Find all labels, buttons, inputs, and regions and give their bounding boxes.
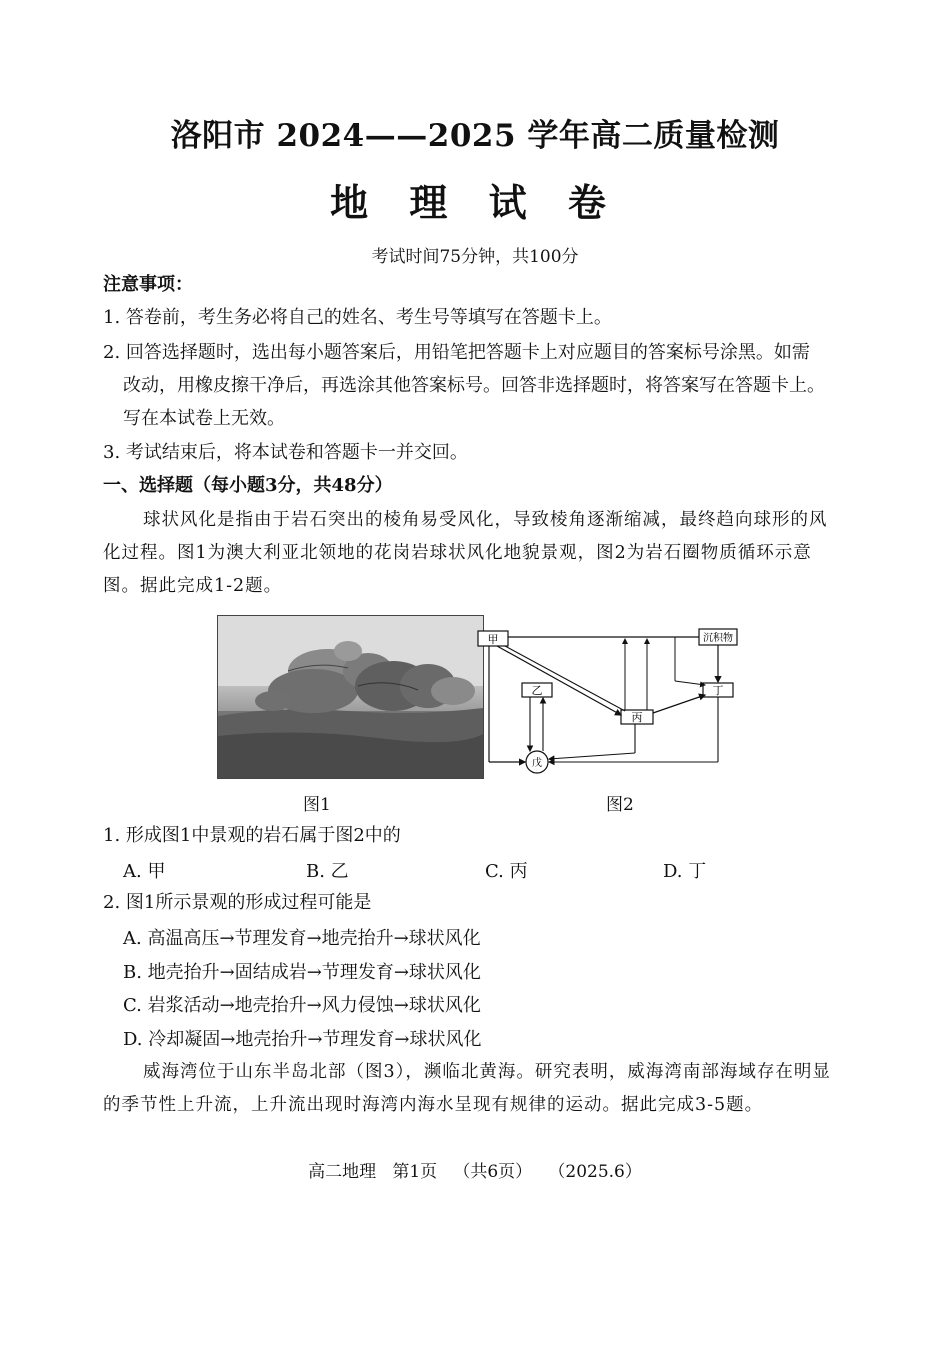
exam-info: 考试时间75分钟，共100分 xyxy=(371,247,579,267)
passage-2-line-1: 威海湾位于山东半岛北部（图3），濒临北黄海。研究表明，威海湾南部海域存在明显 xyxy=(143,1062,831,1082)
notice-heading: 注意事项： xyxy=(103,274,193,295)
intro-line-3: 图。据此完成1-2题。 xyxy=(103,576,283,596)
figure-2-caption: 图2 xyxy=(606,795,634,815)
question-1-option-d: D. 丁 xyxy=(663,861,707,882)
notice-item-2-line-1: 2. 回答选择题时，选出每小题答案后，用铅笔把答题卡上对应题目的答案标号涂黑。如需 xyxy=(103,342,810,363)
passage-2-line-2: 的季节性上升流，上升流出现时海湾内海水呈现有规律的运动。据此完成3-5题。 xyxy=(103,1095,764,1115)
question-2-option-a: A. 高温高压→节理发育→地壳抬升→球状风化 xyxy=(123,928,481,949)
node-wu-label: 戊 xyxy=(532,758,542,769)
page-footer: 高二地理 第1页 （共6页） （2025.6） xyxy=(308,1162,642,1182)
figure-1-photo xyxy=(217,615,484,779)
section-heading: 一、选择题（每小题3分，共48分） xyxy=(103,475,393,496)
notice-item-2-line-3: 写在本试卷上无效。 xyxy=(123,408,285,429)
question-2-stem: 2. 图1所示景观的形成过程可能是 xyxy=(103,892,372,913)
node-sediment-label: 沉积物 xyxy=(703,633,733,644)
node-jia-label: 甲 xyxy=(487,633,499,646)
exam-title: 洛阳市 2024——2025 学年高二质量检测 xyxy=(170,118,780,154)
question-1-option-c: C. 丙 xyxy=(485,861,528,882)
figure-1-caption: 图1 xyxy=(303,795,331,815)
intro-line-1: 球状风化是指由于岩石突出的棱角易受风化，导致棱角逐渐缩减，最终趋向球形的风 xyxy=(143,510,828,530)
node-bing-label: 丙 xyxy=(631,711,643,724)
question-2-option-d: D. 冷却凝固→地壳抬升→节理发育→球状风化 xyxy=(123,1029,482,1050)
node-yi-label: 乙 xyxy=(531,684,543,697)
question-1-option-a: A. 甲 xyxy=(123,861,166,882)
figure-2-rock-cycle-diagram xyxy=(475,625,745,775)
intro-line-2: 化过程。图1为澳大利亚北领地的花岗岩球状风化地貌景观，图2为岩石圈物质循环示意 xyxy=(103,543,812,563)
question-2-option-b: B. 地壳抬升→固结成岩→节理发育→球状风化 xyxy=(123,962,481,983)
question-1-option-b: B. 乙 xyxy=(306,861,349,882)
notice-item-1: 1. 答卷前，考生务必将自己的姓名、考生号等填写在答题卡上。 xyxy=(103,307,612,328)
question-2-option-c: C. 岩浆活动→地壳抬升→风力侵蚀→球状风化 xyxy=(123,995,481,1016)
notice-item-3: 3. 考试结束后，将本试卷和答题卡一并交回。 xyxy=(103,442,468,463)
question-1-stem: 1. 形成图1中景观的岩石属于图2中的 xyxy=(103,825,401,846)
node-ding-label: 丁 xyxy=(712,684,724,697)
notice-item-2-line-2: 改动，用橡皮擦干净后，再选涂其他答案标号。回答非选择题时，将答案写在答题卡上。 xyxy=(123,375,825,396)
subject-title: 地 理 试 卷 xyxy=(330,180,620,225)
